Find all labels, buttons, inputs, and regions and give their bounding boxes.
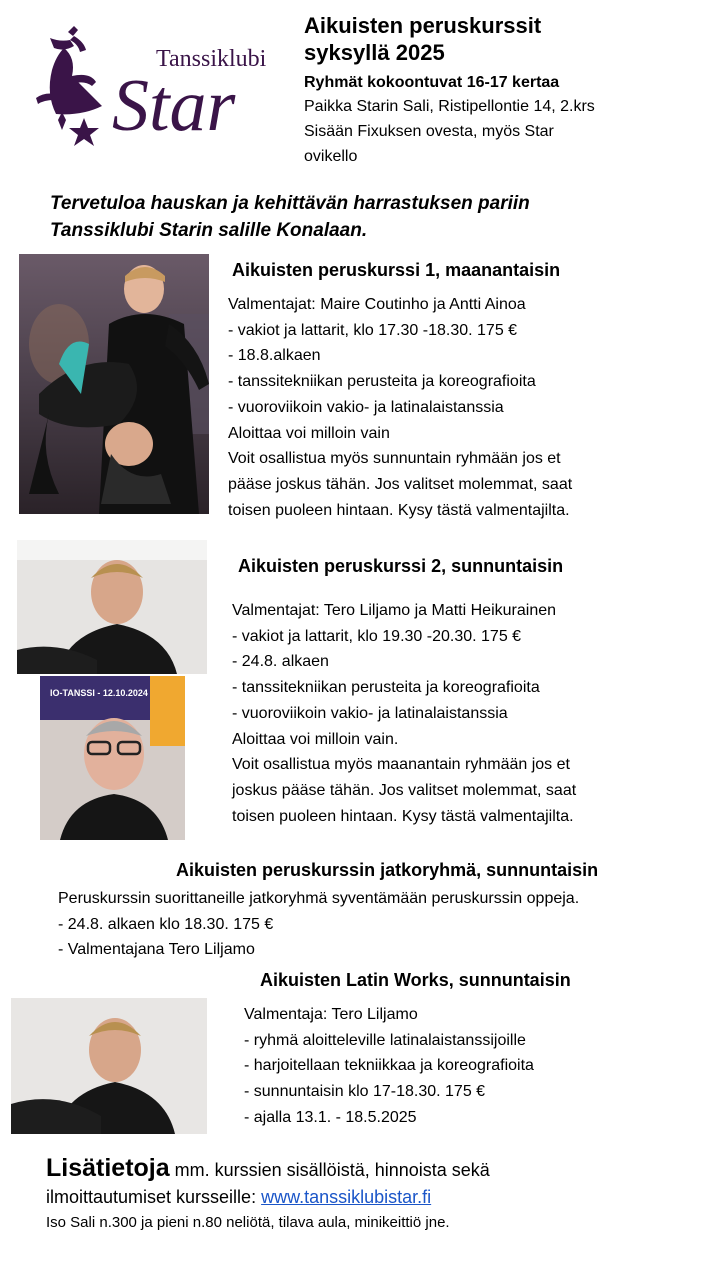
more-info	[46, 1154, 716, 1231]
course2-start-date: - 24.8. alkaen	[232, 653, 329, 671]
logo-text-big: Star	[112, 65, 236, 147]
course4-details	[244, 1002, 534, 1131]
welcome-line1: Tervetuloa hauskan ja kehittävän harrastuksen pariin	[50, 193, 530, 214]
course2-note-line2: joskus pääse tähän. Jos valitset molemmat, saat	[232, 781, 577, 799]
course2-title: Aikuisten peruskurssi 2, sunnuntaisin	[238, 556, 564, 576]
header-entrance-line: Sisään Fixuksen ovesta, myös Star	[304, 123, 554, 140]
course1-title: Aikuisten peruskurssi 1, maanantaisin	[232, 260, 561, 280]
course1-start-date: - 18.8.alkaen	[228, 347, 321, 365]
course2-note-line1: Voit osallistua myös maanantain ryhmään jos et	[232, 756, 570, 774]
course1-details	[228, 292, 572, 523]
course1-content: - tanssitekniikan perusteita ja koreografioita	[228, 373, 536, 391]
course1-join-anytime: Aloittaa voi milloin vain	[228, 424, 390, 442]
course1-time-price: - vakiot ja lattarit, klo 17.30 -18.30. 175 €	[228, 321, 518, 339]
course3-description: Peruskurssin suorittaneille jatkoryhmä syventämään peruskurssin oppeja.	[58, 890, 580, 907]
more-info-text2: ilmoittautumiset kursseille:	[46, 1187, 262, 1207]
course1-note-line3: toisen puoleen hintaan. Kysy tästä valmentajilta.	[228, 501, 570, 519]
course2-join-anytime: Aloittaa voi milloin vain.	[232, 730, 399, 748]
course3-title: Aikuisten peruskurssin jatkoryhmä, sunnuntaisin	[176, 860, 599, 880]
course2-content: - tanssitekniikan perusteita ja koreografioita	[232, 679, 540, 697]
dancer-star-logo-icon	[28, 20, 268, 150]
photo-banner-text: IO-TANSSI - 12.10.2024	[50, 688, 148, 698]
course1-coaches: Valmentajat: Maire Coutinho ja Antti Ainoa	[228, 296, 526, 313]
coach-tero-photo-2	[11, 998, 207, 1134]
header-location-line: Paikka Starin Sali, Ristipellontie 14, 2.krs	[304, 98, 595, 115]
more-info-heading: Lisätietoja	[46, 1154, 170, 1182]
coach-matti-photo	[40, 676, 185, 840]
course2-alternation: - vuoroviikoin vakio- ja latinalaistanssia	[232, 704, 508, 722]
course4-content: - harjoitellaan tekniikkaa ja koreografioita	[244, 1057, 534, 1075]
course4-time-price: - sunnuntaisin klo 17-18.30. 175 €	[244, 1083, 486, 1101]
page-title-line1: Aikuisten peruskurssit	[304, 13, 542, 38]
logo-text-small: Tanssiklubi	[156, 46, 267, 72]
website-link[interactable]: www.tanssiklubistar.fi	[261, 1187, 432, 1207]
course4-title: Aikuisten Latin Works, sunnuntaisin	[260, 970, 571, 990]
course2-details	[232, 598, 576, 829]
course2-coaches: Valmentajat: Tero Liljamo ja Matti Heikurainen	[232, 602, 557, 619]
course4-audience: - ryhmä aloitteleville latinalaistanssijoille	[244, 1031, 526, 1049]
more-info-text1: mm. kurssien sisällöistä, hinnoista sekä	[169, 1160, 490, 1180]
course1-alternation: - vuoroviikoin vakio- ja latinalaistanssia	[228, 398, 504, 416]
header-doorbell-line: ovikello	[304, 148, 358, 165]
course3-details	[58, 886, 579, 963]
welcome-line2: Tanssiklubi Starin salille Konalaan.	[50, 220, 368, 241]
course4-coach: Valmentaja: Tero Liljamo	[244, 1006, 418, 1023]
dancing-couple-photo	[19, 254, 209, 514]
course3-start-price: - 24.8. alkaen klo 18.30. 175 €	[58, 915, 274, 933]
welcome-text	[50, 190, 690, 244]
coach-tero-photo	[17, 540, 207, 674]
course1-note-line1: Voit osallistua myös sunnuntain ryhmään jos et	[228, 450, 561, 468]
header-block	[304, 12, 714, 169]
course2-time-price: - vakiot ja lattarit, klo 19.30 -20.30. 175 €	[232, 627, 522, 645]
page-subtitle: Ryhmät kokoontuvat 16-17 kertaa	[304, 74, 560, 91]
course4-period: - ajalla 13.1. - 18.5.2025	[244, 1108, 417, 1126]
course3-coach: - Valmentajana Tero Liljamo	[58, 941, 255, 959]
course1-note-line2: pääse joskus tähän. Jos valitset molemmat, saat	[228, 475, 573, 493]
page-title-line2: syksyllä 2025	[304, 40, 445, 65]
club-logo	[28, 20, 268, 150]
venue-footer: Iso Sali n.300 ja pieni n.80 neliötä, tilava aula, minikeittiö jne.	[46, 1214, 450, 1231]
course2-note-line3: toisen puoleen hintaan. Kysy tästä valmentajilta.	[232, 807, 574, 825]
